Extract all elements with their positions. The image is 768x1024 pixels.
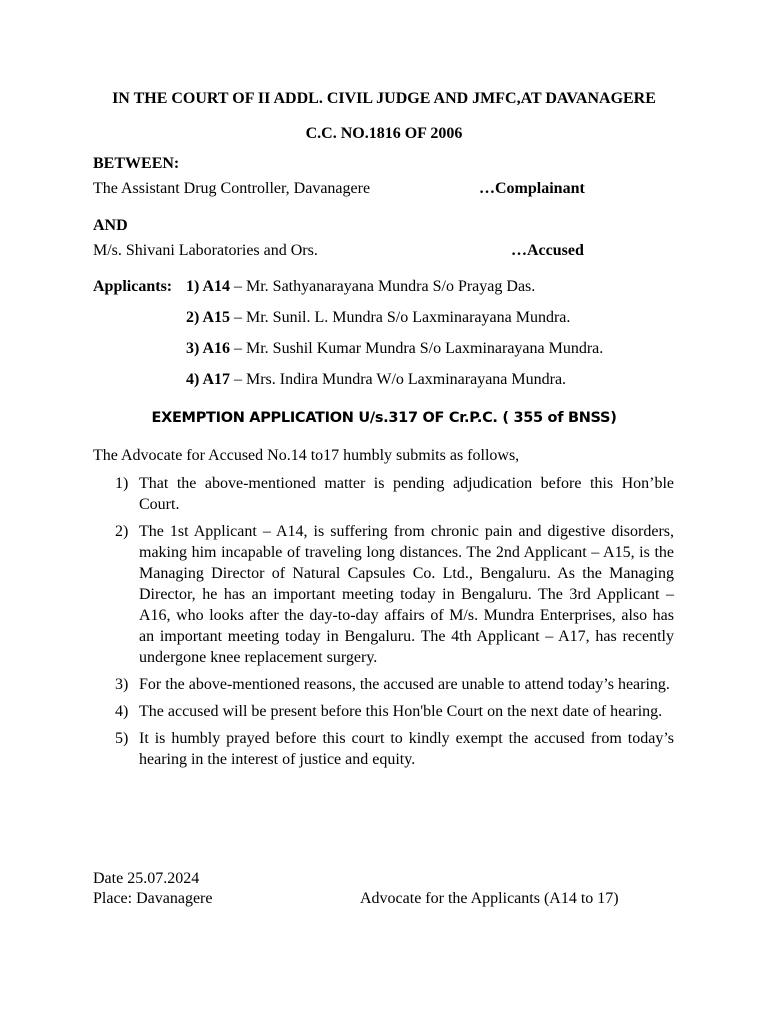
intro-text: The Advocate for Accused No.14 to17 humbly submits as follows,	[93, 447, 520, 464]
between-label: BETWEEN:	[93, 155, 180, 172]
application-heading: EXEMPTION APPLICATION U/s.317 OF Cr.P.C. ( 355 of BNSS)	[151, 410, 617, 426]
list-item: 5) It is humbly prayed before this court to kindly exempt the accused from today’s hearing in the interest of justice and equity.	[115, 730, 674, 768]
list-item: 3) For the above-mentioned reasons, the accused are unable to attend today’s hearing.	[115, 676, 670, 693]
applicant-line: 4) A17 – Mrs. Indira Mundra W/o Laxminarayana Mundra.	[186, 371, 567, 388]
accused-role: …Accused	[511, 242, 584, 259]
complainant-role: …Complainant	[479, 180, 585, 197]
submission-list	[93, 473, 674, 776]
applicants-label: Applicants:	[93, 278, 173, 295]
signature-line: Advocate for the Applicants (A14 to 17)	[360, 890, 619, 907]
court-title: IN THE COURT OF II ADDL. CIVIL JUDGE AND JMFC,AT DAVANAGERE	[112, 90, 656, 107]
list-item: 1) That the above-mentioned matter is pending adjudication before this Hon’ble Court.	[115, 475, 674, 513]
applicant-line: 3) A16 – Mr. Sushil Kumar Mundra S/o Laxminarayana Mundra.	[186, 340, 604, 357]
accused-name: M/s. Shivani Laboratories and Ors.	[93, 242, 318, 259]
list-item: 4) The accused will be present before this Hon'ble Court on the next date of hearing.	[115, 703, 663, 720]
complainant-name: The Assistant Drug Controller, Davanagere	[93, 180, 371, 197]
applicant-line: 2) A15 – Mr. Sunil. L. Mundra S/o Laxminarayana Mundra.	[186, 309, 571, 326]
applicant-line: 1) A14 – Mr. Sathyanarayana Mundra S/o Prayag Das.	[186, 278, 536, 295]
footer-place: Place: Davanagere	[93, 890, 213, 907]
list-item: 2) The 1st Applicant – A14, is suffering from chronic pain and digestive disorders, making him incapable of traveling long distances. The 2nd Applicant – A15, is the Managing Director of Natural Capsules Co. Ltd., Bengaluru. As the Managing Director, he has an important meeting today in Bengaluru. The 3rd Applicant – A16, who looks after the day-to-day affairs of M/s. Mundra Enterprises, also has an important meeting today in Bengaluru. The 4th Applicant – A17, has recently undergone knee replacement surgery.	[115, 523, 674, 666]
case-number: C.C. NO.1816 OF 2006	[305, 125, 463, 142]
footer-date: Date 25.07.2024	[93, 870, 200, 887]
and-label: AND	[93, 217, 128, 234]
